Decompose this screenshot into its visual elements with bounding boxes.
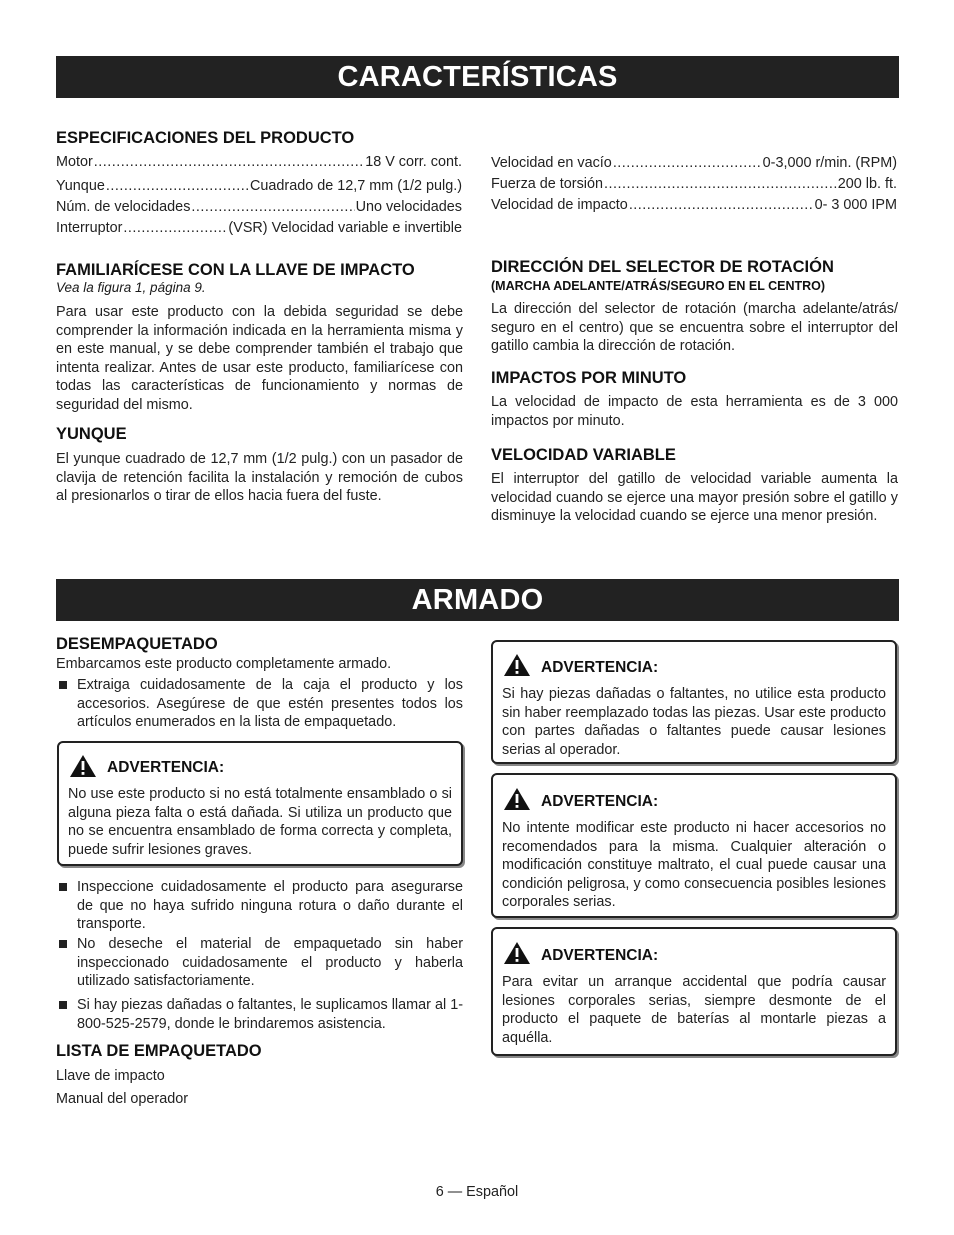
spec-label: Fuerza de torsión xyxy=(491,176,603,192)
spec-value: 0-3,000 r/min. (RPM) xyxy=(762,155,897,171)
warning-text: No use este producto si no está totalmente ensamblado o si alguna pieza falta o está dañada. Si utiliza un producto que no se encuentra ensamblado de forma correcta y completa, puede sufrir lesiones graves. xyxy=(68,786,452,858)
spec-label: Velocidad de impacto xyxy=(491,197,628,213)
leader-dots xyxy=(94,154,364,170)
warning-triangle-icon xyxy=(503,653,531,677)
bullet-item xyxy=(56,676,463,732)
paragraph-impactos: La velocidad de impacto de esta herramienta es de 3 000 impactos por minuto. xyxy=(491,394,898,429)
bullet-text: Inspeccione cuidadosamente el producto para asegurarse de que no haya sufrido ninguna rotura o daño durante el transporte. xyxy=(77,879,463,933)
heading-lista: LISTA DE EMPAQUETADO xyxy=(56,1042,262,1060)
page-footer: 6 — Español xyxy=(435,1184,519,1200)
bullet-item xyxy=(56,996,463,1033)
warning-title: ADVERTENCIA: xyxy=(541,659,659,676)
warning-text: Para evitar un arranque accidental que podría causar lesiones corporales serias, siempre desmonte de el producto el paquete de baterías al montarle piezas a aquélla. xyxy=(502,974,886,1046)
spec-row xyxy=(56,220,462,241)
paragraph-direccion: La dirección del selector de rotación (marcha adelante/atrás/ seguro en el centro) que se encuentra sobre el interruptor del gatillo cambia la dirección de rotación. xyxy=(491,301,898,355)
heading-yunque: YUNQUE xyxy=(56,425,127,443)
section-banner-armado: ARMADO xyxy=(56,579,899,621)
heading-direccion: DIRECCIÓN DEL SELECTOR DE ROTACIÓN xyxy=(491,258,834,276)
warning-triangle-icon xyxy=(69,754,97,778)
spec-row xyxy=(56,199,462,220)
leader-dots xyxy=(106,178,249,194)
spec-row xyxy=(491,197,897,218)
heading-velocidad: VELOCIDAD VARIABLE xyxy=(491,446,676,464)
subheading-direccion: (MARCHA ADELANTE/ATRÁS/SEGURO EN EL CENTRO) xyxy=(491,279,826,293)
bullet-square-icon xyxy=(59,1001,67,1009)
heading-familiarice: FAMILIARÍCESE CON LA LLAVE DE IMPACTO xyxy=(56,261,415,279)
bullet-item xyxy=(56,878,463,934)
spec-row xyxy=(56,178,462,199)
bullet-item xyxy=(56,935,463,991)
leader-dots xyxy=(604,176,837,192)
bullet-square-icon xyxy=(59,883,67,891)
warning-title: ADVERTENCIA: xyxy=(107,759,225,776)
spec-row xyxy=(56,154,462,175)
leader-dots xyxy=(191,199,354,215)
leader-dots xyxy=(123,220,227,236)
warning-box xyxy=(491,773,897,918)
section-banner-caracteristicas: CARACTERÍSTICAS xyxy=(56,56,899,98)
list-item: Manual del operador xyxy=(56,1091,189,1107)
heading-impactos: IMPACTOS POR MINUTO xyxy=(491,369,687,387)
spec-value: 18 V corr. cont. xyxy=(365,154,462,170)
spec-label: Motor xyxy=(56,154,93,170)
list-item: Llave de impacto xyxy=(56,1068,165,1084)
warning-box xyxy=(57,741,463,866)
paragraph-velocidad: El interruptor del gatillo de velocidad variable aumenta la velocidad cuando se ejerce una mayor presión sobre el gatillo y disminuye la velocidad cuando se ejerce una menor presión. xyxy=(491,471,898,525)
paragraph-yunque: El yunque cuadrado de 12,7 mm (1/2 pulg.) con un pasador de clavija de retención facilita la instalación y remoción de cubos al presionarlos o tirar de ellos hacia fuera del fuste. xyxy=(56,451,463,505)
paragraph-familiarice: Para usar este producto con la debida seguridad se debe comprender la información indicada en la herramienta misma y en este manual, y se debe comprender también el trabajo que intenta realizar. Antes de usar este producto, familiarícese con todas las características de funcionamiento y normas de seguridad del mismo. xyxy=(56,304,463,413)
spec-value: 200 lb. ft. xyxy=(837,176,897,192)
leader-dots xyxy=(613,155,762,171)
bullet-square-icon xyxy=(59,681,67,689)
spec-label: Velocidad en vacío xyxy=(491,155,612,171)
warning-text: No intente modificar este producto ni hacer accesorios no recomendados para la misma. Cualquier alteración o modificación constituye maltrato, el cual puede causar una condición peligrosa, y como consecuencia posibles lesiones corporales serias. xyxy=(502,820,886,911)
warning-title: ADVERTENCIA: xyxy=(541,947,659,964)
spec-list-right xyxy=(491,155,897,218)
spec-row xyxy=(491,176,897,197)
warning-text: Si hay piezas dañadas o faltantes, no utilice esta producto sin haber reemplazado todas las piezas. Usar este producto con partes dañadas o faltantes puede causar lesiones serias al operador. xyxy=(502,686,886,758)
bullet-text: Si hay piezas dañadas o faltantes, le suplicamos llamar al 1-800-525-2579, donde le brindaremos asistencia. xyxy=(77,997,463,1032)
warning-title: ADVERTENCIA: xyxy=(541,793,659,810)
spec-value: Uno velocidades xyxy=(355,199,462,215)
warning-box xyxy=(491,640,897,764)
leader-dots xyxy=(629,197,814,213)
spec-value: Cuadrado de 12,7 mm (1/2 pulg.) xyxy=(250,178,462,194)
heading-desempaquetado: DESEMPAQUETADO xyxy=(56,635,218,653)
heading-especificaciones: ESPECIFICACIONES DEL PRODUCTO xyxy=(56,129,355,147)
figure-reference: Vea la figura 1, página 9. xyxy=(56,280,206,295)
spec-label: Yunque xyxy=(56,178,105,194)
bullet-square-icon xyxy=(59,940,67,948)
spec-row xyxy=(491,155,897,176)
warning-triangle-icon xyxy=(503,787,531,811)
bullet-text: No deseche el material de empaquetado sin haber inspeccionado cuidadosamente el producto y haberla utilizado satisfactoriamente. xyxy=(77,936,463,990)
warning-box xyxy=(491,927,897,1056)
warning-triangle-icon xyxy=(503,941,531,965)
spec-label: Núm. de velocidades xyxy=(56,199,191,215)
spec-list-left xyxy=(56,154,462,241)
spec-label: Interruptor xyxy=(56,220,123,236)
spec-value: 0- 3 000 IPM xyxy=(814,197,897,213)
bullet-text: Extraiga cuidadosamente de la caja el producto y los accesorios. Asegúrese de que estén presentes todos los artículos enumerados en la lista de empaquetado. xyxy=(77,677,463,731)
paragraph-intro: Embarcamos este producto completamente armado. xyxy=(56,656,392,672)
spec-value: (VSR) Velocidad variable e invertible xyxy=(228,220,462,236)
